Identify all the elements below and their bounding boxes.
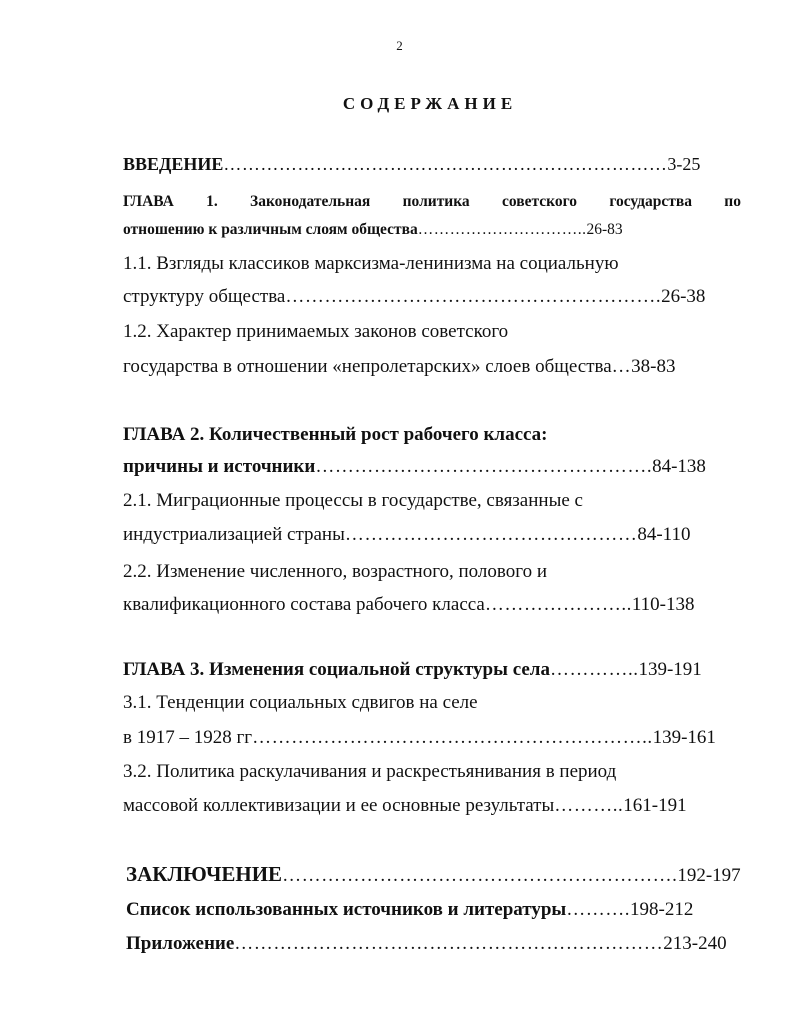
toc-section-2-1-dots: ……………………………………… — [344, 524, 638, 545]
toc-section-1-2-line1: 1.2. Характер принимаемых законов советского — [123, 321, 509, 342]
toc-section-3-2-line1: 3.2. Политика раскулачивания и раскрестьянивания в период — [123, 761, 617, 782]
toc-chapter2-title-line1: ГЛАВА 2. Количественный рост рабочего класса: — [123, 424, 548, 445]
toc-section-2-2-dots: ………………….. — [484, 594, 632, 615]
toc-chapter1-title-line1 — [123, 193, 741, 212]
toc-section-1-1-pages: 26-38 — [661, 286, 706, 307]
toc-chapter2-title-line2 — [123, 456, 706, 479]
page-title: СОДЕРЖАНИЕ — [342, 94, 518, 113]
toc-section-1-2-dots: … — [611, 356, 632, 377]
toc-chapter3-label: ГЛАВА 3. Изменения социальной структуры села — [123, 659, 550, 680]
toc-sources-dots: ………. — [566, 899, 631, 920]
toc-chapter2-dots: ……………………………………………. — [315, 456, 653, 477]
toc-chapter1-word: ГЛАВА — [123, 193, 174, 210]
toc-appendix-label: Приложение — [126, 933, 235, 954]
toc-chapter2-label: причины и источники — [123, 456, 316, 477]
toc-section-1-1-label: структуру общества — [123, 286, 286, 307]
toc-conclusion-dots: ……………………………………………………. — [282, 865, 678, 886]
toc-chapter1-dots: ………………………….. — [417, 221, 587, 238]
toc-section-1-2-label: государства в отношении «непролетарских» слоев общества — [123, 356, 612, 377]
toc-section-1-1-dots: …………………………………………………. — [285, 286, 662, 307]
toc-section-3-2-line2 — [123, 795, 687, 818]
toc-section-3-1-line2 — [123, 727, 716, 750]
toc-chapter1-word: Законодательная — [250, 193, 371, 210]
toc-chapter1-pages: 26-83 — [586, 221, 623, 238]
toc-section-3-1-pages: 139-161 — [652, 727, 716, 748]
toc-chapter3-pages: 139-191 — [638, 659, 702, 680]
toc-section-3-1-dots: …………………………………………………….. — [252, 727, 653, 748]
toc-conclusion-label: ЗАКЛЮЧЕНИЕ — [126, 862, 283, 886]
toc-section-2-1-pages: 84-110 — [637, 524, 691, 545]
toc-section-3-2-pages: 161-191 — [623, 795, 687, 816]
toc-section-2-2-line2 — [123, 594, 694, 617]
toc-conclusion-pages: 192-197 — [677, 865, 741, 886]
toc-section-2-2-line1: 2.2. Изменение численного, возрастного, полового и — [123, 561, 547, 582]
toc-entry-appendix — [126, 933, 727, 956]
toc-section-3-1-line1: 3.1. Тенденции социальных сдвигов на селе — [123, 692, 478, 713]
toc-section-2-1-label: индустриализацией страны — [123, 524, 345, 545]
toc-section-3-1-label: в 1917 – 1928 гг — [123, 727, 253, 748]
toc-intro-label: ВВЕДЕНИЕ — [123, 154, 224, 174]
toc-chapter1-word: политика — [402, 193, 470, 210]
toc-section-1-1-line2 — [123, 286, 705, 309]
toc-section-1-2-pages: 38-83 — [631, 356, 676, 377]
toc-chapter2-pages: 84-138 — [652, 456, 706, 477]
toc-entry-conclusion — [126, 862, 741, 888]
toc-chapter1-title-line2 — [123, 221, 623, 240]
toc-section-2-2-pages: 110-138 — [631, 594, 695, 615]
toc-appendix-pages: 213-240 — [663, 933, 727, 954]
toc-section-1-2-line2 — [123, 356, 675, 379]
toc-section-2-1-line1: 2.1. Миграционные процессы в государстве, связанные с — [123, 490, 583, 511]
toc-chapter1-word: по — [724, 193, 741, 210]
toc-sources-label: Список использованных источников и литературы — [126, 899, 567, 920]
page-number: 2 — [396, 38, 403, 53]
toc-intro-dots: ……………………………………………………………… — [223, 154, 668, 174]
toc-section-2-1-line2 — [123, 524, 690, 547]
toc-entry-sources — [126, 899, 693, 922]
toc-sources-pages: 198-212 — [630, 899, 694, 920]
toc-section-3-2-label: массовой коллективизации и ее основные результаты — [123, 795, 555, 816]
toc-section-2-2-label: квалификационного состава рабочего класса — [123, 594, 485, 615]
toc-chapter1-word: советского — [501, 193, 578, 210]
toc-section-1-1-line1: 1.1. Взгляды классиков марксизма-ленинизма на социальную — [123, 253, 619, 274]
toc-entry-intro — [123, 154, 700, 176]
toc-chapter1-word: государства — [609, 193, 692, 210]
toc-intro-pages: 3-25 — [667, 154, 701, 174]
toc-chapter3-title — [123, 659, 702, 682]
toc-chapter1-word: 1. — [206, 193, 218, 210]
toc-chapter1-label: отношению к различным слоям общества — [123, 221, 418, 238]
toc-section-3-2-dots: ……….. — [554, 795, 624, 816]
toc-chapter3-dots: ………….. — [549, 659, 639, 680]
toc-appendix-dots: ………………………………………………………… — [234, 933, 664, 954]
